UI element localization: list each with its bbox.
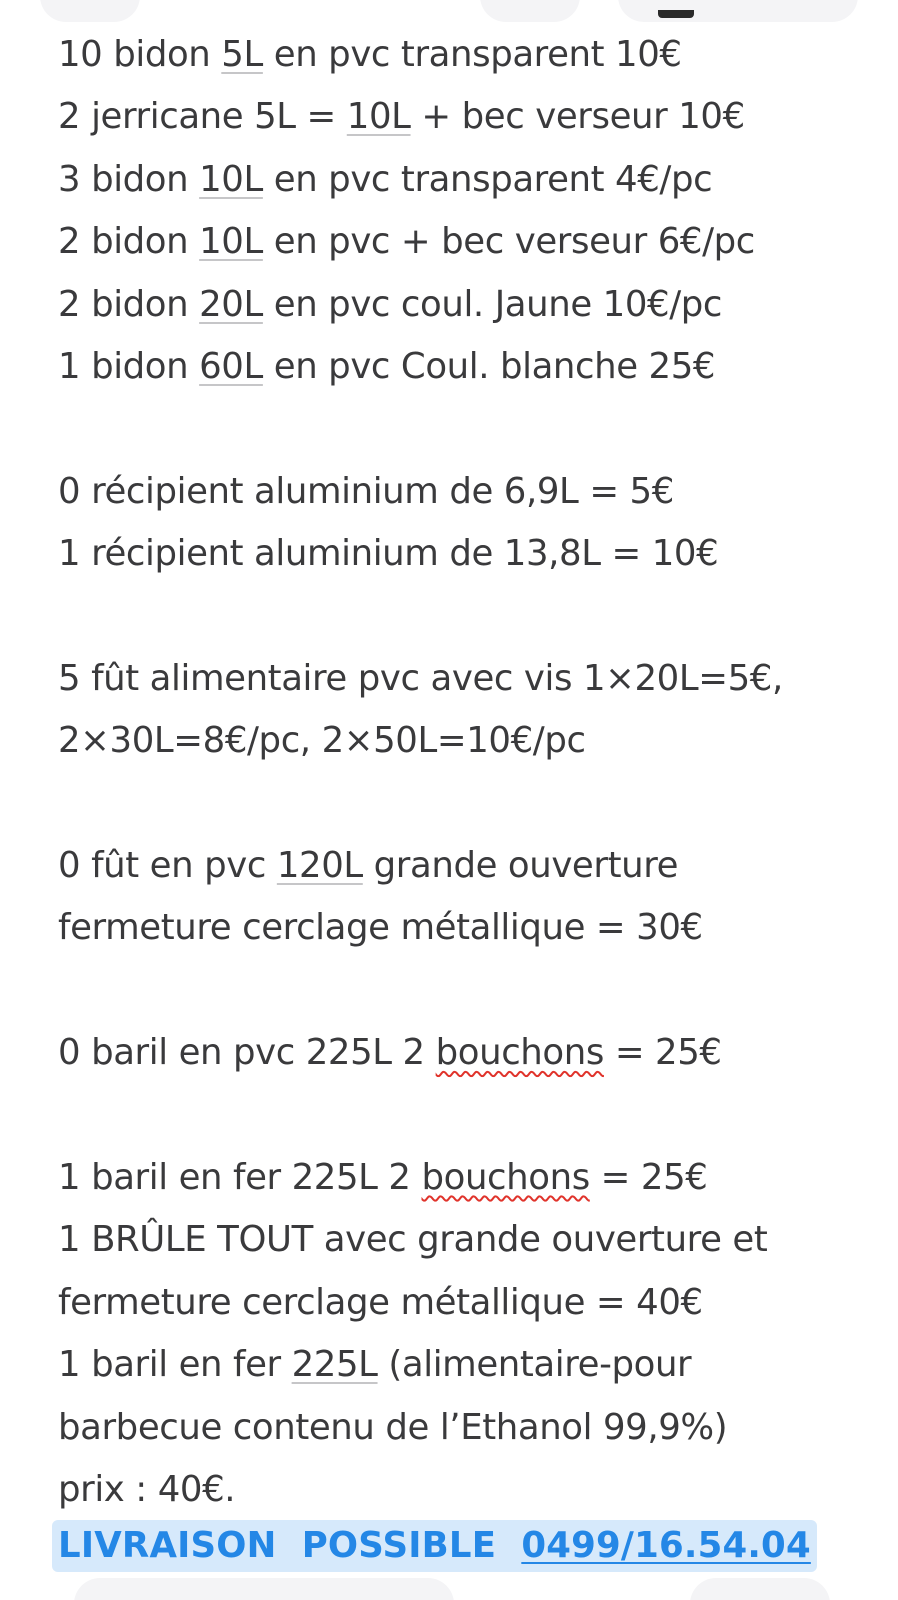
note-line: 1 baril en fer 225L (alimentaire-pour: [58, 1344, 692, 1386]
phone-number-link[interactable]: 0499/16.54.04: [521, 1525, 811, 1566]
note-line: 2×30L=8€/pc, 2×50L=10€/pc: [58, 720, 586, 762]
top-message-bubble: [480, 0, 580, 22]
blank-line: [58, 398, 878, 460]
volume-link[interactable]: 20L: [199, 283, 263, 325]
note-line: 5 fût alimentaire pvc avec vis 1×20L=5€,: [58, 657, 783, 699]
blank-line: [58, 1085, 878, 1147]
volume-link[interactable]: 5L: [221, 34, 263, 75]
top-message-bubble: [40, 0, 140, 22]
volume-link[interactable]: 60L: [199, 345, 263, 387]
volume-link[interactable]: 225L: [291, 1344, 378, 1386]
note-line: 1 BRÛLE TOUT avec grande ouverture et: [58, 1219, 768, 1261]
note-line: 1 récipient aluminium de 13,8L = 10€: [58, 533, 719, 575]
note-line: fermeture cerclage métallique = 40€: [58, 1281, 703, 1323]
note-line: 2 bidon 20L en pvc coul. Jaune 10€/pc: [58, 283, 723, 325]
delivery-label: LIVRAISON POSSIBLE: [58, 1525, 497, 1566]
top-message-bubble: [618, 0, 858, 22]
misspelled-word[interactable]: bouchons: [421, 1157, 590, 1199]
note-line: 1 bidon 60L en pvc Coul. blanche 25€: [58, 345, 716, 387]
bottom-message-bubble: [690, 1578, 830, 1600]
misspelled-word[interactable]: bouchons: [435, 1032, 604, 1074]
note-line: fermeture cerclage métallique = 30€: [58, 907, 703, 949]
blank-line: [58, 960, 878, 1022]
note-body[interactable]: [58, 24, 878, 1521]
note-line: 0 récipient aluminium de 6,9L = 5€: [58, 470, 674, 512]
note-line: 3 bidon 10L en pvc transparent 4€/pc: [58, 158, 713, 200]
note-line: barbecue contenu de l’Ethanol 99,9%): [58, 1406, 728, 1448]
note-line: 1 baril en fer 225L 2 bouchons = 25€: [58, 1157, 708, 1199]
volume-link[interactable]: 10L: [346, 96, 411, 138]
note-line: 10 bidon 5L en pvc transparent 10€: [58, 34, 682, 75]
note-line: 0 fût en pvc 120L grande ouverture: [58, 845, 679, 887]
top-toolbar-handle: [658, 10, 694, 18]
note-line: 0 baril en pvc 225L 2 bouchons = 25€: [58, 1032, 722, 1074]
blank-line: [58, 586, 878, 648]
volume-link[interactable]: 120L: [276, 845, 363, 887]
bottom-message-bubble: [74, 1578, 454, 1600]
volume-link[interactable]: 10L: [199, 158, 263, 200]
blank-line: [58, 773, 878, 835]
delivery-banner: [52, 1520, 817, 1572]
volume-link[interactable]: 10L: [199, 221, 263, 263]
note-line: 2 jerricane 5L = 10L + bec verseur 10€: [58, 96, 745, 138]
note-line: 2 bidon 10L en pvc + bec verseur 6€/pc: [58, 221, 755, 263]
note-line: prix : 40€.: [58, 1468, 236, 1510]
